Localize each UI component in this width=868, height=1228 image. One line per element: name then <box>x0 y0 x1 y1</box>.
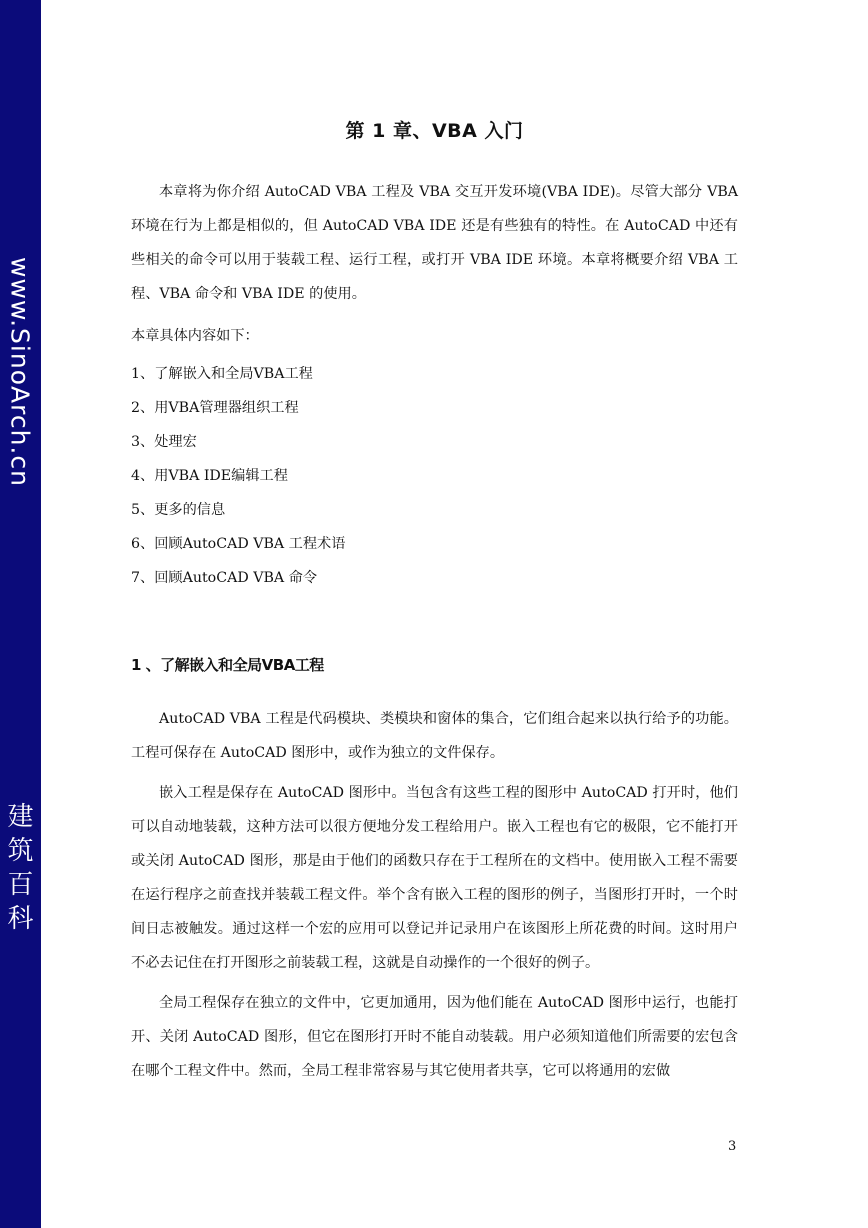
section-paragraph: AutoCAD VBA 工程是代码模块、类模块和窗体的集合，它们组合起来以执行给予的功能。工程可保存在 AutoCAD 图形中，或作为独立的文件保存。 <box>131 711 738 761</box>
contents-item: 4、用VBA IDE编辑工程 <box>131 468 288 484</box>
section-paragraph: 嵌入工程是保存在 AutoCAD 图形中。当包含有这些工程的图形中 AutoCAD 打开时，他们可以自动地装载，这种方法可以很方便地分发工程给用户。嵌入工程也有它的极限，它不能打开或关闭 AutoCAD 图形，那是由于他们的函数只存在于工程所在的文档中。使用嵌入工程不需要在运行程序之前查找并装载工程文件。举个含有嵌入工程的图形的例子，当图形打开时，一个时间日志被触发。通过这样一个宏的应用可以登记并记录用户在该图形上所花费的时间。这时用户不必去记住在打开图形之前装载工程，这就是自动操作的一个很好的例子。 <box>131 785 738 971</box>
sidebar-url: www.SinoArch.cn <box>5 257 35 487</box>
contents-item: 5、更多的信息 <box>131 502 226 518</box>
contents-item: 3、处理宏 <box>131 434 197 450</box>
page-number: 3 <box>728 1139 737 1154</box>
sidebar-banner <box>0 0 41 1228</box>
section-paragraph: 全局工程保存在独立的文件中，它更加通用，因为他们能在 AutoCAD 图形中运行，也能打开、关闭 AutoCAD 图形，但它在图形打开时不能自动装载。用户必须知道他们所需要的宏包含在哪个工程文件中。然而，全局工程非常容易与其它使用者共享，它可以将通用的宏做 <box>131 995 738 1079</box>
brand-char: 百 <box>7 870 34 900</box>
section-title: 1 、了解嵌入和全局VBA工程 <box>131 656 324 674</box>
chapter-title: 第 1 章、VBA 入门 <box>345 120 524 142</box>
sidebar-brand <box>0 800 41 936</box>
contents-item: 1、了解嵌入和全局VBA工程 <box>131 366 313 382</box>
brand-char: 筑 <box>7 836 34 866</box>
brand-char: 科 <box>7 904 34 934</box>
contents-item: 6、回顾AutoCAD VBA 工程术语 <box>131 536 346 552</box>
contents-item: 7、回顾AutoCAD VBA 命令 <box>131 570 318 586</box>
intro-paragraph: 本章将为你介绍 AutoCAD VBA 工程及 VBA 交互开发环境(VBA IDE)。尽管大部分 VBA 环境在行为上都是相似的，但 AutoCAD VBA IDE 还是有些独有的特性。在 AutoCAD 中还有些相关的命令可以用于装载工程、运行工程，或打开 VBA IDE 环境。本章将概要介绍 VBA 工程、VBA 命令和 VBA IDE 的使用。 <box>131 184 738 302</box>
brand-char: 建 <box>7 802 34 832</box>
contents-intro: 本章具体内容如下： <box>131 328 259 344</box>
contents-item: 2、用VBA管理器组织工程 <box>131 400 299 416</box>
